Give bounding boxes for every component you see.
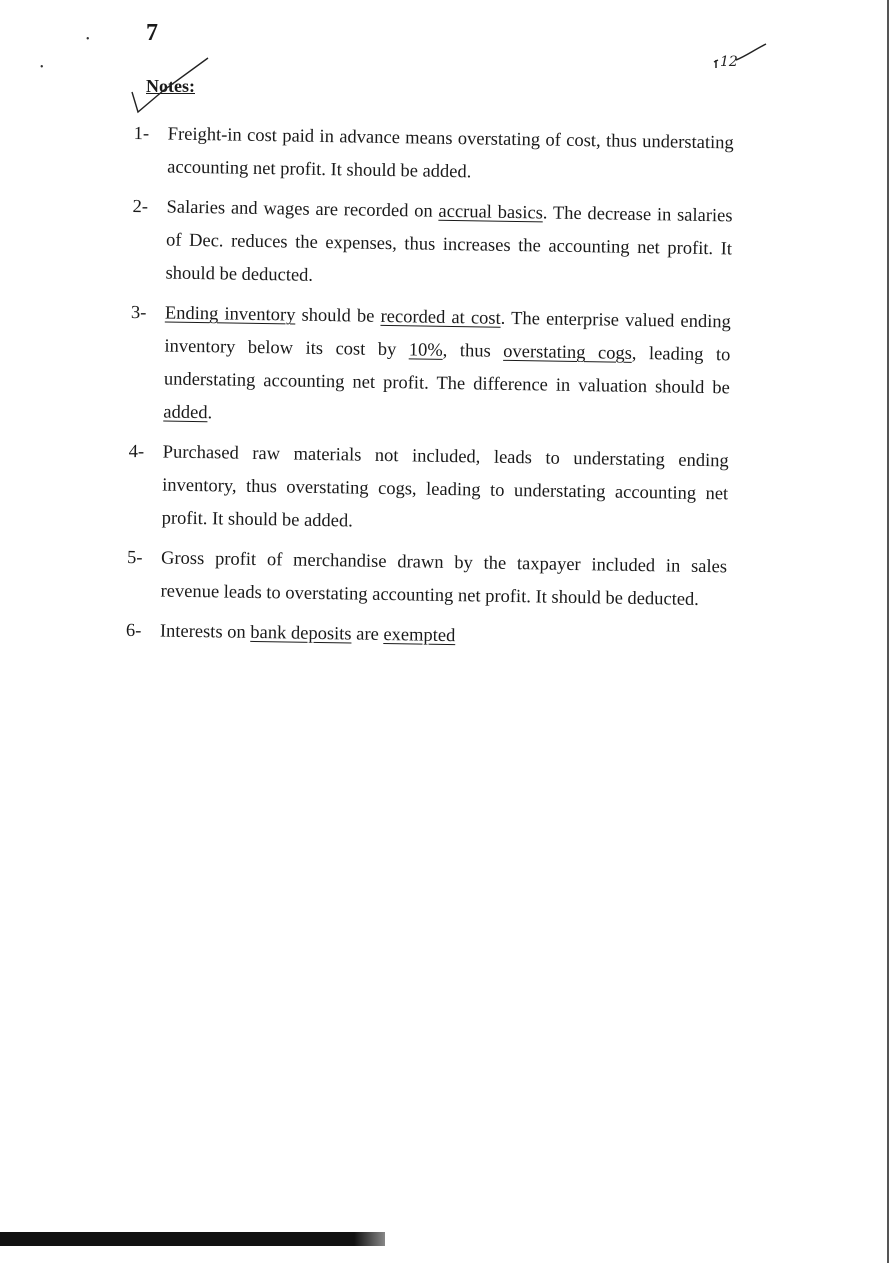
note-number: 1- — [133, 123, 150, 145]
underlined-phrase: accrual basics — [438, 201, 544, 224]
note-text-segment: . — [207, 403, 213, 424]
note-text-segment: . The decrease in salaries of Dec. reduces the expenses, thus increases the accounting net profit. It should be deducted. — [165, 203, 733, 286]
note-number: 4- — [128, 441, 145, 463]
notes-heading-block — [130, 56, 220, 116]
note-text — [160, 615, 726, 657]
note-number: 6- — [125, 620, 142, 642]
page-number: 7 — [146, 20, 158, 46]
note-number: 2- — [132, 196, 149, 218]
notes-heading: Notes: — [146, 76, 195, 96]
note-number: 5- — [126, 547, 143, 569]
scan-edge-line — [887, 0, 889, 1263]
note-item — [133, 118, 734, 193]
note-text — [161, 436, 728, 544]
note-item — [126, 542, 727, 617]
underlined-phrase: added — [163, 402, 208, 424]
note-text-segment: , thus — [442, 340, 504, 362]
corner-mark-text: 12 — [720, 54, 738, 70]
check-mark-icon — [130, 56, 220, 116]
stray-mark: • — [40, 62, 44, 73]
underlined-phrase: overstating cogs — [503, 341, 633, 364]
note-text-segment: are — [351, 624, 384, 645]
note-text-segment: , leading to understating accounting net profit. The difference in valuation should be — [163, 343, 731, 399]
note-text-segment: Interests on — [159, 621, 251, 643]
underlined-phrase: bank deposits — [250, 622, 352, 645]
note-text — [163, 298, 731, 439]
note-text-segment: . The enterprise valued ending inventory below its cost by — [164, 308, 732, 361]
note-text — [165, 192, 732, 300]
underlined-phrase: Ending inventory — [164, 303, 296, 326]
note-text-segment: Purchased raw materials not included, leads to understating ending inventory, thus overstating cogs, leading to understating accounting net profit. It should be added. — [161, 442, 729, 532]
note-item — [131, 191, 732, 299]
note-text — [160, 542, 727, 617]
notes-list — [126, 118, 734, 664]
note-text-segment: should be — [295, 305, 381, 327]
note-item — [129, 297, 731, 438]
note-text — [167, 119, 734, 194]
stray-mark: • — [86, 34, 90, 45]
underlined-phrase: recorded at cost — [380, 306, 501, 329]
underlined-phrase: 10% — [408, 340, 443, 361]
note-text-segment: Gross profit of merchandise drawn by the taxpayer included in sales revenue leads to overstating accounting net profit. It should be deducted. — [160, 548, 728, 610]
note-text-segment: Salaries and wages are recorded on — [166, 197, 439, 222]
note-item — [126, 615, 726, 657]
scan-bottom-bar — [0, 1232, 385, 1246]
underlined-phrase: exempted — [383, 624, 456, 647]
note-item — [127, 436, 728, 544]
note-text-segment: Freight-in cost paid in advance means overstating of cost, thus understating accounting net profit. It should be added. — [167, 124, 734, 183]
note-number: 3- — [130, 302, 147, 324]
handwritten-page-mark — [710, 38, 770, 74]
